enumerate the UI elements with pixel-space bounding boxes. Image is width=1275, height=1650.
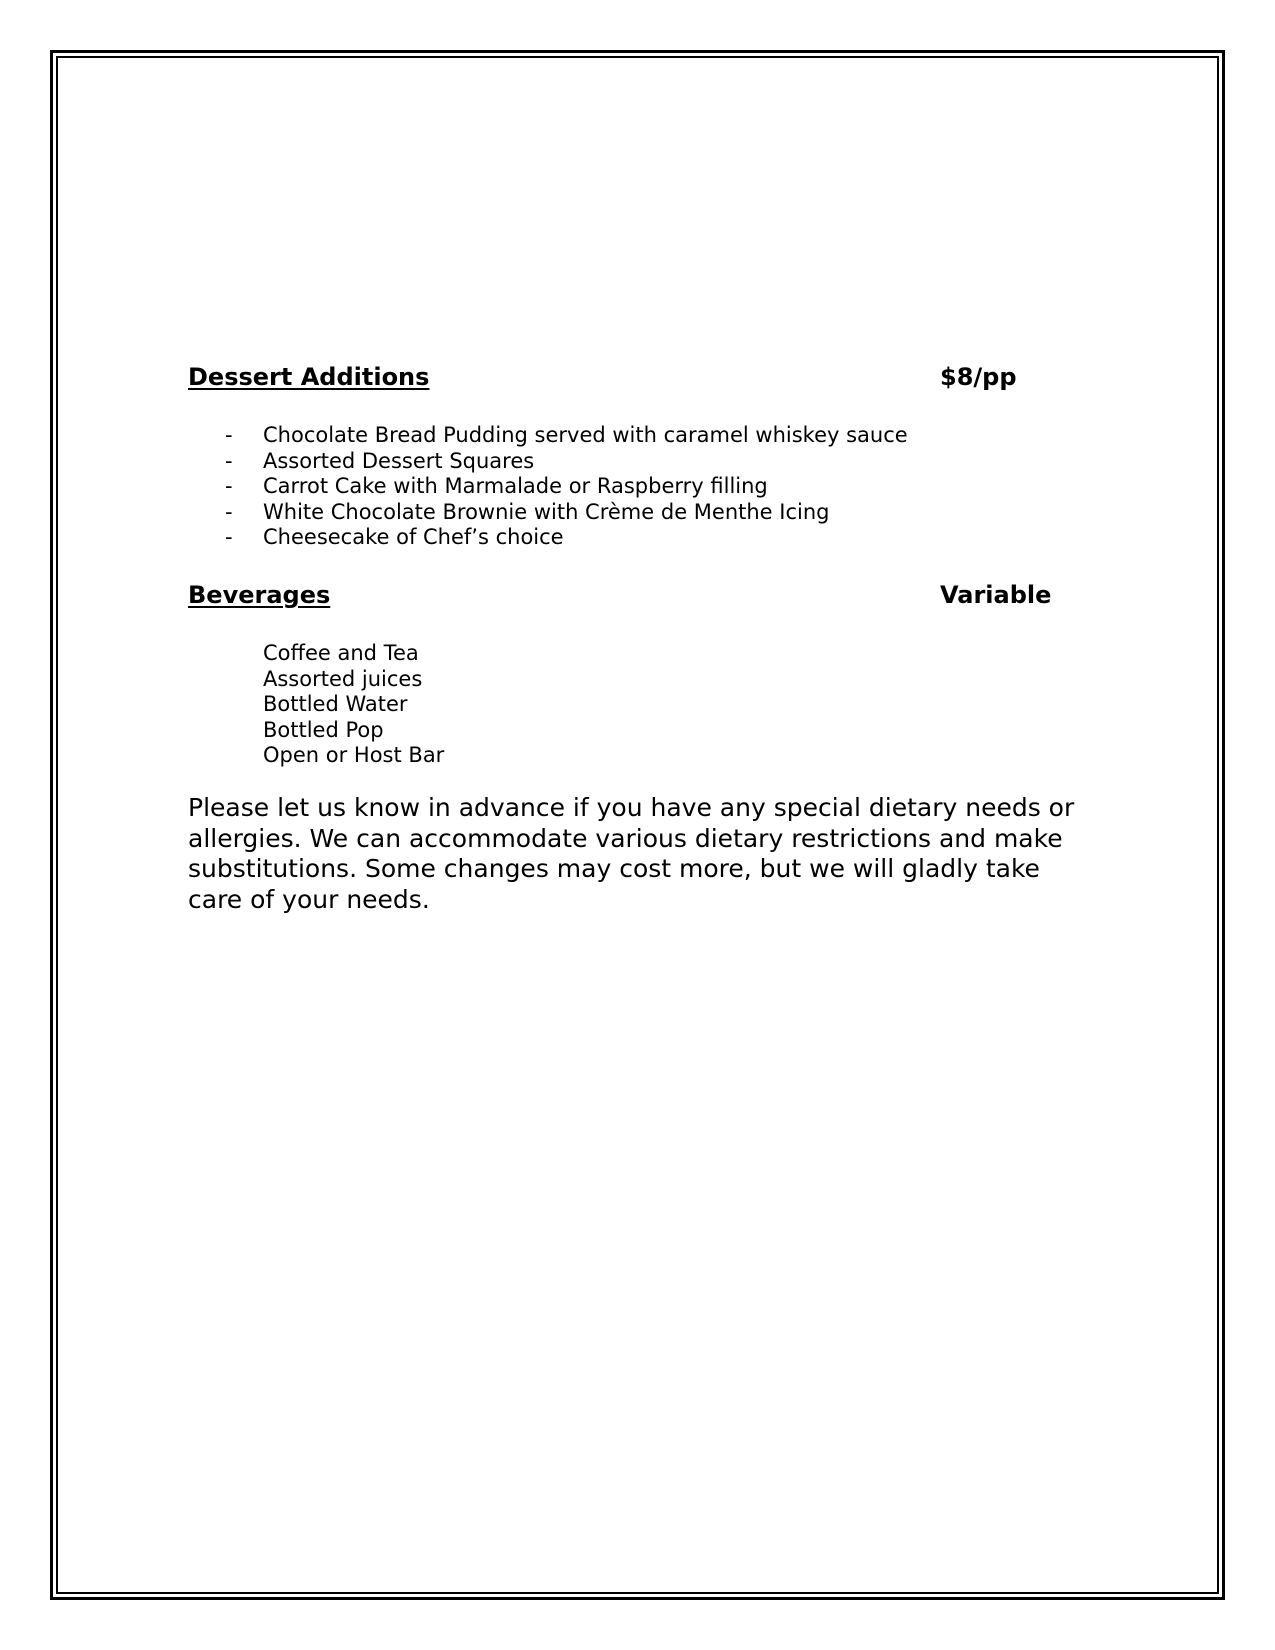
dessert-section-title: Dessert Additions: [188, 363, 430, 391]
list-item: [188, 423, 908, 449]
list-item: [188, 449, 908, 475]
bullet-dash: -: [225, 474, 233, 498]
beverage-item-label: Bottled Water: [263, 692, 408, 716]
list-item: [188, 500, 908, 526]
dessert-item-label: Assorted Dessert Squares: [263, 448, 535, 473]
dessert-items-list: [188, 423, 908, 551]
list-item: [188, 718, 444, 744]
beverages-section-title: Beverages: [188, 581, 331, 609]
list-item: [188, 667, 444, 693]
dietary-note: Please let us know in advance if you have any special dietary needs or allergies. We can accommodate various dietary restrictions and make substitutions. Some changes may cost more, but we will gladly take care of your needs.: [188, 793, 1075, 914]
bullet-dash: -: [225, 499, 233, 524]
list-item: [188, 641, 444, 667]
dessert-item-label: Chocolate Bread Pudding served with caramel whiskey sauce: [263, 423, 908, 447]
dessert-item-label: Cheesecake of Chef’s choice: [263, 525, 564, 549]
beverages-section-price: Variable: [940, 581, 1052, 609]
list-item: [188, 743, 444, 769]
dessert-item-label: Carrot Cake with Marmalade or Raspberry filling: [263, 474, 768, 498]
dessert-item-label: White Chocolate Brownie with Crème de Menthe Icing: [263, 499, 830, 524]
bullet-dash: -: [225, 448, 233, 473]
beverage-item-label: Assorted juices: [263, 666, 423, 691]
bullet-dash: -: [225, 525, 233, 549]
list-item: [188, 525, 908, 551]
beverage-item-label: Open or Host Bar: [263, 743, 445, 767]
list-item: [188, 474, 908, 500]
list-item: [188, 692, 444, 718]
beverage-item-label: Coffee and Tea: [263, 641, 419, 665]
beverages-items-list: [188, 641, 444, 769]
dessert-section-price: $8/pp: [940, 363, 1017, 391]
bullet-dash: -: [225, 423, 233, 447]
beverage-item-label: Bottled Pop: [263, 717, 384, 742]
